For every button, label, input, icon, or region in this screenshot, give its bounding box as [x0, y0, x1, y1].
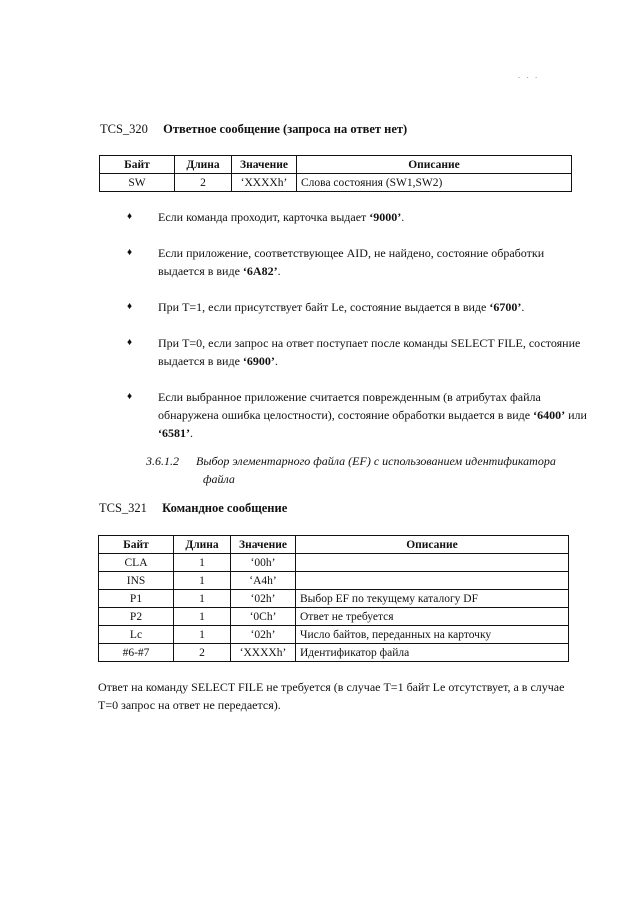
- cell-value: ‘0Ch’: [231, 608, 296, 626]
- table-row: [99, 608, 569, 626]
- cell-description: Число байтов, переданных на карточку: [296, 626, 569, 644]
- bullet-text-end: .: [277, 264, 281, 278]
- table-row: [99, 626, 569, 644]
- bullet-icon: ♦: [127, 301, 133, 312]
- subsection-title-continued: файла: [203, 472, 235, 486]
- command-code: TCS_321: [99, 501, 147, 515]
- bullet-text-end: .: [521, 300, 525, 314]
- bullet-icon: ♦: [127, 211, 133, 222]
- cell-value: ‘02h’: [231, 590, 296, 608]
- cell-length: 1: [174, 554, 231, 572]
- header-length: Длина: [175, 156, 232, 174]
- bullet-text-end: .: [401, 210, 405, 224]
- header-byte: Байт: [99, 536, 174, 554]
- bullet-icon: ♦: [127, 247, 133, 258]
- cell-description: [296, 554, 569, 572]
- command-heading: [99, 501, 287, 516]
- list-item: [122, 334, 592, 370]
- command-table: [98, 535, 569, 662]
- response-title: Ответное сообщение (запроса на ответ нет): [163, 122, 408, 136]
- cell-description: Выбор EF по текущему каталогу DF: [296, 590, 569, 608]
- header-description: Описание: [296, 536, 569, 554]
- cell-value: ‘A4h’: [231, 572, 296, 590]
- cell-description: Идентификатор файла: [296, 644, 569, 662]
- bullet-text-end: .: [274, 354, 278, 368]
- bullet-text-mid: или: [565, 408, 587, 422]
- status-code: ‘6581’: [158, 426, 190, 440]
- bullet-icon: ♦: [127, 337, 133, 348]
- list-item: [122, 244, 592, 280]
- cell-byte: Lc: [99, 626, 174, 644]
- bullet-text: Если выбранное приложение считается поврежденным (в атрибутах файла обнаружена ошибка целостности), состояние обработки выдается в виде: [158, 390, 541, 422]
- table-row: [99, 590, 569, 608]
- bullet-icon: ♦: [127, 391, 133, 402]
- header-value: Значение: [232, 156, 297, 174]
- table-row: [99, 572, 569, 590]
- cell-length: 1: [174, 572, 231, 590]
- list-item: [122, 298, 592, 316]
- header-byte: Байт: [100, 156, 175, 174]
- subsection-heading: [146, 452, 586, 488]
- bullet-text: Если команда проходит, карточка выдает: [158, 210, 370, 224]
- status-bullet-list: [122, 208, 592, 442]
- response-table: [99, 155, 572, 192]
- footer-paragraph: Ответ на команду SELECT FILE не требуется (в случае T=1 байт Le отсутствует, а в случае T=0 запрос на ответ не передается).: [98, 680, 565, 712]
- table-header-row: [100, 156, 572, 174]
- cell-description: Ответ не требуется: [296, 608, 569, 626]
- response-code: TCS_320: [100, 122, 148, 136]
- cell-description: [296, 572, 569, 590]
- list-item: [122, 208, 592, 226]
- table-row: [99, 644, 569, 662]
- cell-description: Слова состояния (SW1,SW2): [297, 174, 572, 192]
- cell-value: ‘XXXXh’: [232, 174, 297, 192]
- list-item: [122, 388, 592, 442]
- cell-value: ‘02h’: [231, 626, 296, 644]
- header-value: Значение: [231, 536, 296, 554]
- cell-length: 2: [175, 174, 232, 192]
- cell-byte: CLA: [99, 554, 174, 572]
- cell-byte: P2: [99, 608, 174, 626]
- table-row: [100, 174, 572, 192]
- cell-length: 1: [174, 626, 231, 644]
- bullet-text: При T=0, если запрос на ответ поступает после команды SELECT FILE, состояние выдается в виде: [158, 336, 581, 368]
- page-corner-mark: . . .: [518, 70, 540, 80]
- cell-length: 1: [174, 608, 231, 626]
- cell-value: ‘00h’: [231, 554, 296, 572]
- bullet-text: Если приложение, соответствующее AID, не найдено, состояние обработки выдается в виде: [158, 246, 545, 278]
- cell-byte: INS: [99, 572, 174, 590]
- cell-length: 2: [174, 644, 231, 662]
- header-length: Длина: [174, 536, 231, 554]
- status-code: ‘6900’: [242, 354, 275, 368]
- status-code: ‘9000’: [369, 210, 402, 224]
- subsection-title: Выбор элементарного файла (EF) с использованием идентификатора: [196, 454, 556, 468]
- bullet-text-end: .: [190, 426, 193, 440]
- cell-byte: SW: [100, 174, 175, 192]
- table-header-row: [99, 536, 569, 554]
- cell-byte: P1: [99, 590, 174, 608]
- command-title: Командное сообщение: [162, 501, 288, 515]
- subsection-number: 3.6.1.2: [146, 454, 179, 468]
- cell-value: ‘XXXXh’: [231, 644, 296, 662]
- cell-length: 1: [174, 590, 231, 608]
- header-description: Описание: [297, 156, 572, 174]
- status-code: ‘6A82’: [242, 264, 278, 278]
- bullet-text: При T=1, если присутствует байт Le, состояние выдается в виде: [158, 300, 490, 314]
- status-code: ‘6700’: [489, 300, 522, 314]
- response-heading: [100, 122, 407, 137]
- cell-byte: #6-#7: [99, 644, 174, 662]
- status-code: ‘6400’: [533, 408, 566, 422]
- table-row: [99, 554, 569, 572]
